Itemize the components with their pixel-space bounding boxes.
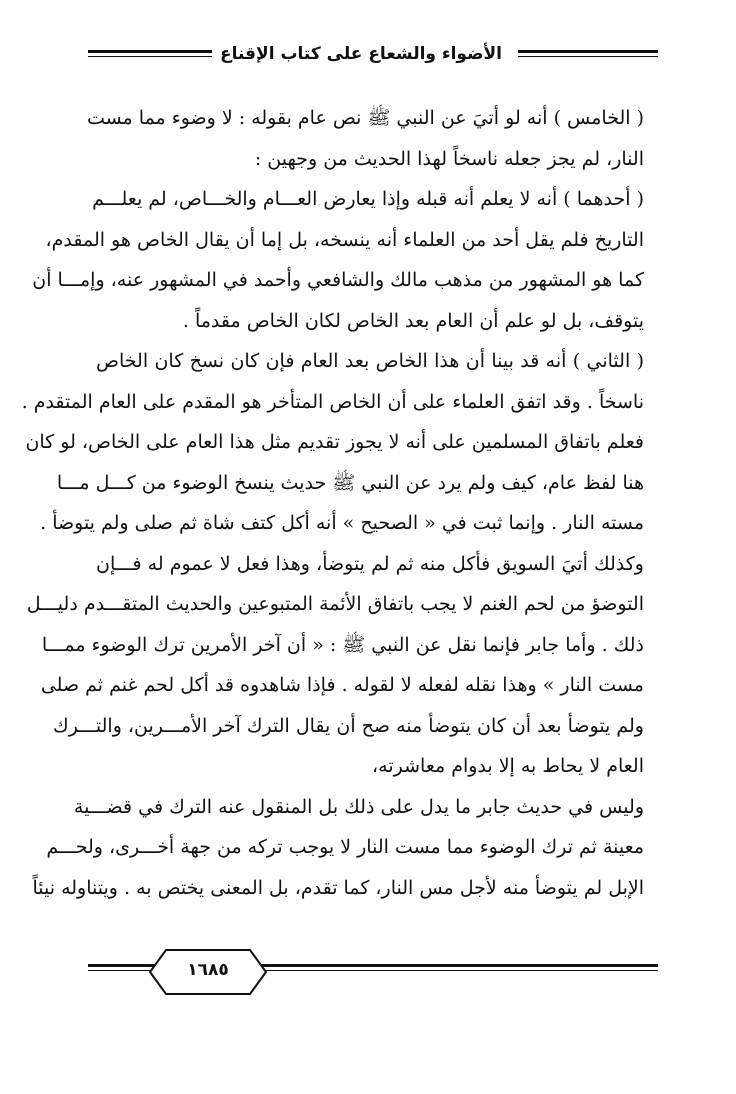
text-line: ولم يتوضأ بعد أن كان يتوضأ منه صح أن يقال الترك آخر الأمـــرين، والتـــرك: [53, 714, 644, 737]
text-line: الإبل لم يتوضأ منه لأجل مس النار، كما تقدم، بل المعنى يختص به . ويتناوله نيئاً: [32, 876, 644, 899]
text-line: التاريخ فلم يقل أحد من العلماء أنه ينسخه، بل إما أن يقال الخاص هو المقدم،: [45, 228, 644, 251]
text-line: وكذلك أتيَ السويق فأكل منه ثم لم يتوضأ، وهذا فعل لا عموم له فـــإن: [96, 552, 644, 575]
text-line: ( الثاني ) أنه قد بينا أن هذا الخاص بعد العام فإن كان نسخ كان الخاص: [96, 350, 644, 372]
page-number-badge: [148, 948, 268, 996]
text-line: وليس في حديث جابر ما يدل على ذلك بل المنقول عنه الترك في قضـــية: [73, 795, 644, 818]
paragraph-2: [32, 179, 644, 341]
header-title: الأضواء والشعاع على كتاب الإقناع: [212, 42, 510, 66]
running-header: [88, 36, 658, 76]
header-rule-right: [518, 50, 658, 57]
text-line: العام لا يحاط به إلا بدوام معاشرته،: [372, 755, 644, 777]
text-line: معينة ثم ترك الوضوء مما مست النار لا يوجب تركه من جهة أخـــرى، ولحـــم: [46, 836, 644, 858]
paragraph-3: [21, 341, 644, 544]
text-line: هنا لفظ عام، كيف ولم يرد عن النبي ﷺ حديث ينسخ الوضوء من كـــل مـــا: [56, 471, 644, 494]
text-line: فعلم باتفاق المسلمين على أنه لا يجوز تقديم مثل هذا العام على الخاص، لو كان: [25, 431, 644, 453]
text-line: يتوقف، بل لو علم أن العام بعد الخاص لكان الخاص مقدماً .: [182, 309, 644, 332]
text-line: مست النار » وهذا نقله لفعله لا لقوله . فإذا شاهدوه قد أكل لحم غنم ثم صلى: [40, 674, 644, 696]
text-line: النار، لم يجز جعله ناسخاً لهذا الحديث من وجهين :: [254, 147, 644, 170]
page-number: ١٦٨٥: [187, 960, 229, 980]
paragraph-1: [86, 98, 644, 179]
text-line: التوضؤ من لحم الغنم لا يجب باتفاق الأئمة المتبوعين والحديث المتقـــدم دليـــل: [26, 593, 644, 615]
paragraph-5: [32, 787, 644, 909]
text-line: ( أحدهما ) أنه لا يعلم أنه قبله وإذا يعارض العـــام والخـــاص، لم يعلـــم: [92, 188, 644, 210]
page-footer: [88, 948, 658, 1000]
page-body: [21, 98, 644, 908]
text-line: ( الخامس ) أنه لو أتيَ عن النبي ﷺ نص عام بقوله : لا وضوء مما مست: [86, 107, 644, 129]
text-line: مسته النار . وإنما ثبت في « الصحيح » أنه أكل كتف شاة ثم صلى ولم يتوضأ .: [40, 512, 644, 534]
text-line: ذلك . وأما جابر فإنما نقل عن النبي ﷺ : « أن آخر الأمرين ترك الوضوء ممـــا: [41, 633, 644, 656]
text-line: كما هو المشهور من مذهب مالك والشافعي وأحمد في المشهور عنه، وإمـــا أن: [32, 269, 644, 291]
text-line: ناسخاً . وقد اتفق العلماء على أن الخاص المتأخر هو المقدم على العام المتقدم .: [21, 390, 644, 413]
paragraph-4: [26, 544, 644, 787]
